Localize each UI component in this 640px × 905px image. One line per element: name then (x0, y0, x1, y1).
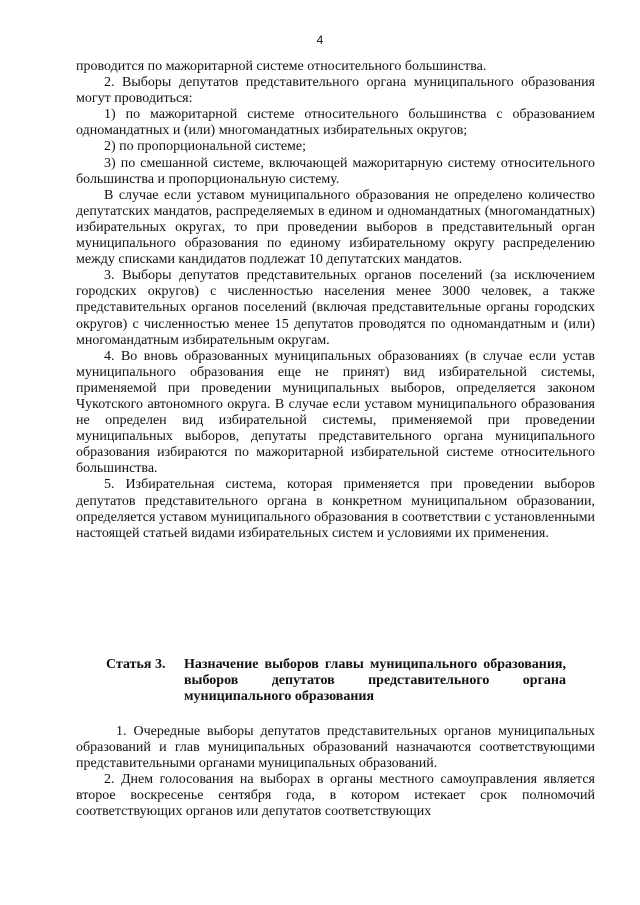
page-number: 4 (316, 33, 324, 47)
paragraph-subitem-3: 3) по смешанной системе, включающей мажоритарную систему относительного большинства и пропорциональную систему. (76, 155, 595, 187)
paragraph-item-5: 5. Избирательная система, которая применяется при проведении выборов депутатов представительного органа в конкретном муниципальном образовании, определяется уставом муниципального образования в соответствии с установленными настоящей статьей видами избирательных систем и условиями их применения. (76, 477, 595, 541)
paragraph-mandates: В случае если уставом муниципального образования не определено количество депутатских мандатов, распределяемых в едином и одномандатных (многомандатных) избирательных округах, то при проведении выборов в представительный орган муниципального образования по единому избирательному округу распределению между списками кандидатов подлежат 10 депутатских мандатов. (76, 187, 595, 268)
paragraph-subitem-2: 2) по пропорциональной системе; (104, 139, 307, 155)
paragraph-subitem-1: 1) по мажоритарной системе относительного большинства с образованием одномандатных и (или) многомандатных избирательных округов; (76, 107, 595, 139)
article-title: Назначение выборов главы муниципального образования, выборов депутатов представительного органа муниципального образования (184, 657, 566, 705)
paragraph-item-2: 2. Выборы депутатов представительного органа муниципального образования могут проводиться: (76, 75, 595, 107)
article-heading (106, 657, 566, 705)
paragraph-item-3: 3. Выборы депутатов представительных органов поселений (за исключением городских округов) с численностью населения менее 3000 человек, а также представительных органов поселений (включая представительные органы городских округов) с численностью менее 15 депутатов проводятся по одномандатным и (или) многомандатным избирательным округам. (76, 268, 595, 348)
article-label: Статья 3. (106, 657, 166, 672)
body-text (76, 59, 595, 542)
article-body (76, 724, 595, 821)
article-paragraph-1: 1. Очередные выборы депутатов представительных органов муниципальных образований и глав муниципальных образований назначаются соответствующими представительными органами муниципальных образований. (76, 724, 595, 772)
article-paragraph-2: 2. Днем голосования на выборах в органы местного самоуправления является второе воскресенье сентября года, в котором истекает срок полномочий соответствующих органов или депутатов соответствующих (76, 772, 595, 820)
paragraph-continuation: проводится по мажоритарной системе относительного большинства. (76, 59, 487, 74)
paragraph-item-4: 4. Во вновь образованных муниципальных образованиях (в случае если устав муниципального образования еще не принят) вид избирательной системы, применяемой при проведении муниципальных выборов, определяется законом Чукотского автономного округа. В случае если уставом муниципального образования не определен вид избирательной системы, применяемой при проведении муниципальных выборов, депутаты представительного органа муниципального образования избираются по мажоритарной избирательной системе относительного большинства. (76, 348, 595, 477)
